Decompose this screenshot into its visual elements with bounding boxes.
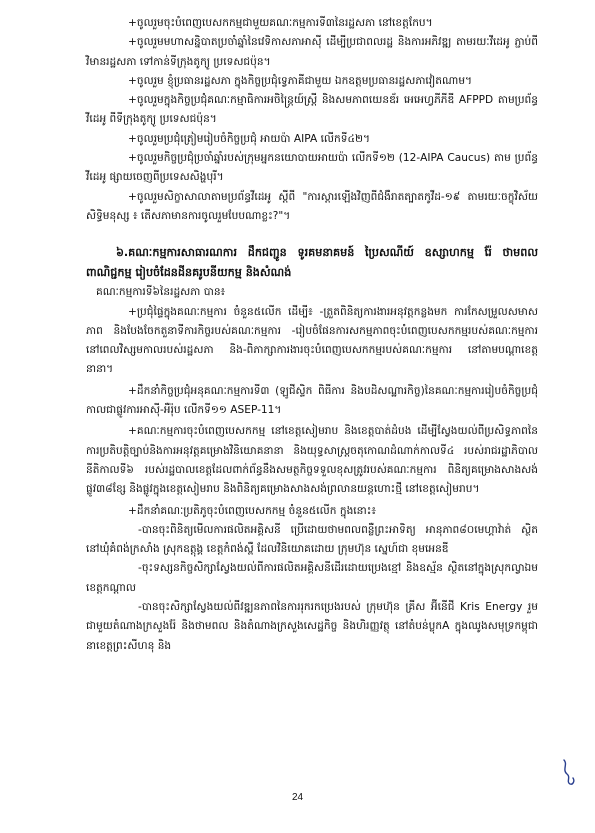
page-number: 24 xyxy=(291,792,304,803)
paragraph-commission6-intro: គណៈកម្មការទី៦នៃរដ្ឋសភា បាន៖ xyxy=(96,286,226,299)
paragraph-bilateral-meeting: +ចូលរួម ខ្ញុំប្រធានរដ្ឋសភា ក្នុងកិច្ចប្រជុំទ្វេភាគីជាមួយ ឯកឧត្តមប្រធានរដ្ឋសភាវៀតណាម។ xyxy=(128,74,473,87)
section-heading-commission6: ៦.គណៈកម្មការសាធារណការ ដឹកជញ្ជូន ទូរគមនាគមន៍ ប្រៃសណីយ៍ ឧស្សាហកម្ម រ៉ែ ថាមពល ពាណិជ្ជកម្ម រៀបចំដែនដីនគរូបនីយកម្ម និងសំណង់ xyxy=(86,246,538,280)
paragraph-oil-exploration: -បានចុះសិក្សាស្វែងយល់ពីវឌ្ឍនភាពនៃការរុករកប្រេងរបស់ ក្រុមហ៊ុន គ្រីស អ៊ីនើជី Kris Energy រួមជាមួយតំណាងក្រសួងរ៉ែ និងថាមពល និងតំណាងក្រសួងសេដ្ឋកិច្ច និងហិរញ្ញវត្ថុ នៅតំបន់ប្លុកA ក្នុងឈូងសមុទ្រកម្ពុជា នាខេត្តព្រះសីហនុ និង xyxy=(86,601,538,652)
paragraph-asian-forum-assembly: +ចូលរួមមហាសន្និបាតប្រចាំឆ្នាំនៃវេទិកាសភាអាស៊ី ដើម្បីប្រជាពលរដ្ឋ និងការអភិវឌ្ឍ តាមរយៈវីដេអូ ភ្ជាប់ពីវិមានរដ្ឋសភា ទៅកាន់ទីក្រុងតូក្យូ ប្រទេសជប៉ុន។ xyxy=(86,36,538,68)
paragraph-siem-reap-mission: +គណៈកម្មការចុះបំពេញបេសកកម្ម នៅខេត្តសៀមរាប និងខេត្តបាត់ដំបង ដើម្បីស្វែងយល់ពីប្រសិទ្ធភាពនៃការប្រតិបត្តិច្បាប់និងការអនុវត្តគម្រោងវិនិយោគនានា និងយុទ្ធសាស្ត្រចតុកោណដំណាក់កាលទី៤ របស់រាជរដ្ឋាភិបាលនីតិកាលទី៦ របស់រដ្ឋបាលខេត្តដែលពាក់ព័ន្ធនឹងសមត្ថកិច្ចទទួលខុសត្រូវរបស់គណៈកម្មការ ពិនិត្យគម្រោងសាងសង់ផ្លូវ៣៨ខ្សែ និងផ្លូវក្នុងខេត្តសៀមរាប និងពិនិត្យគម្រោងសាងសង់ព្រលានយន្តហោះថ្មី នៅខេត្តសៀមរាប។ xyxy=(86,425,538,496)
paragraph-afppd-meeting: +ចូលរួមក្នុងកិច្ចប្រជុំគណៈកម្មាធិការអចិន្ត្រៃយ៍ស្ត្រី និងសមភាពយេនឌ័រ អេអេហ្វភីភីឌី AFPPD តាមប្រព័ន្ធវីដេអូ ពីទីក្រុងតូក្យូ ប្រទេសជប៉ុន។ xyxy=(86,94,538,126)
paragraph-asep-subcommission: +ដឹកនាំកិច្ចប្រជុំអនុគណៈកម្មការទី៣ (ឡូជីស្ទិក ពិធីការ និងបដិសណ្ឋារកិច្ច)នៃគណៈកម្មការរៀបចំកិច្ចប្រជុំកាលជាផ្លូវការអាស៊ី-អឺរ៉ុប លើកទី១១ ASEP-11។ xyxy=(86,384,538,417)
page-body xyxy=(86,14,538,656)
paragraph-solar-visit: -បានចុះពិនិត្យមើលការផលិតអគ្គិសនី ប្រើដោយថាមពលពន្លឺព្រះអាទិត្យ អានុភាព៨០មេហ្គាវ៉ាត់ ស្ថិតនៅឃុំគំពង់ក្រសាំង ស្រុកឧត្តុង្គ ខេត្តកំពង់ស្ពឺ ដែលវិនិយោគដោយ ក្រុមហ៊ុន ស្នេហ៍ជា ខុមអេនឌី xyxy=(86,523,538,556)
paragraph-internal-meetings: +ប្រជុំផ្ទៃក្នុងគណៈកម្មការ ចំនួន៥លើក ដើម្បី៖ -ត្រួតពិនិត្យការងារអនុវត្តកន្លងមក ការកែសម្រួលសមាសភាព និងបែងចែកតួនាទីការកិច្ចរបស់គណៈកម្មការ -រៀបចំផែនការសកម្មភាពចុះបំពេញបេសកកម្មរបស់គណៈកម្មការនៅពេលវិស្សមកាលរបស់រដ្ឋសភា និង-ពិភាក្សាការងារចុះបំពេញបេសកកម្មរបស់គណៈកម្មការ នៅតាមបណ្តាខេត្តនានា។ xyxy=(86,305,538,376)
paragraph-commission3-mission: +ចូលរួមចុះបំពេញបេសកកម្មជាមួយគណៈកម្មការទី៣នៃរដ្ឋសភា នៅខេត្តកែប។ xyxy=(128,17,433,29)
paragraph-aipa-caucus: +ចូលរួមកិច្ចប្រជុំប្រចាំឆ្នាំរបស់ក្រុមអ្នកនយោបាយអាយប៉ា លើកទី១២ (12-AIPA Caucus) តាម ប្រព័ន្ធវីដេអូ ផ្សាយចេញពីប្រទេសសិង្ហបុរី។ xyxy=(86,152,538,184)
paragraph-power-plant-visit: -ចុះទស្សនកិច្ចសិក្សាស្វែងយល់ពីការផលិតអគ្គិសនីដើរដោយប្រេងខ្មៅ និងឧស្ម័ន ស្ថិតនៅក្នុងស្រុកល្វាឯម ខេត្តកណ្តាល xyxy=(86,562,538,594)
paragraph-covid-seminar: +ចូលរួមសិក្ខាសាលាតាមប្រព័ន្ធវីដេអូ ស្តីពី "ការស្តារឡើងវិញពីជំងឺរាតត្បាតកូវីដ-១៩ តាមរយៈចក្ខុវិស័យសិទ្ធិមនុស្ស ៖ តើសភាមានការចូលរួមបែបណាខ្លះ?"។ xyxy=(86,190,538,222)
paragraph-aipa-prep: +ចូលរួមប្រជុំត្រៀមរៀបចំកិច្ចប្រជុំ អាយប៉ា AIPA លើកទី៤២។ xyxy=(128,132,370,145)
signature-mark xyxy=(558,758,580,786)
paragraph-delegation-missions: +ដឹកនាំគណៈប្រតិភូចុះបំពេញបេសកកម្ម ចំនួន៥លើក ក្នុងនោះ៖ xyxy=(128,504,377,517)
